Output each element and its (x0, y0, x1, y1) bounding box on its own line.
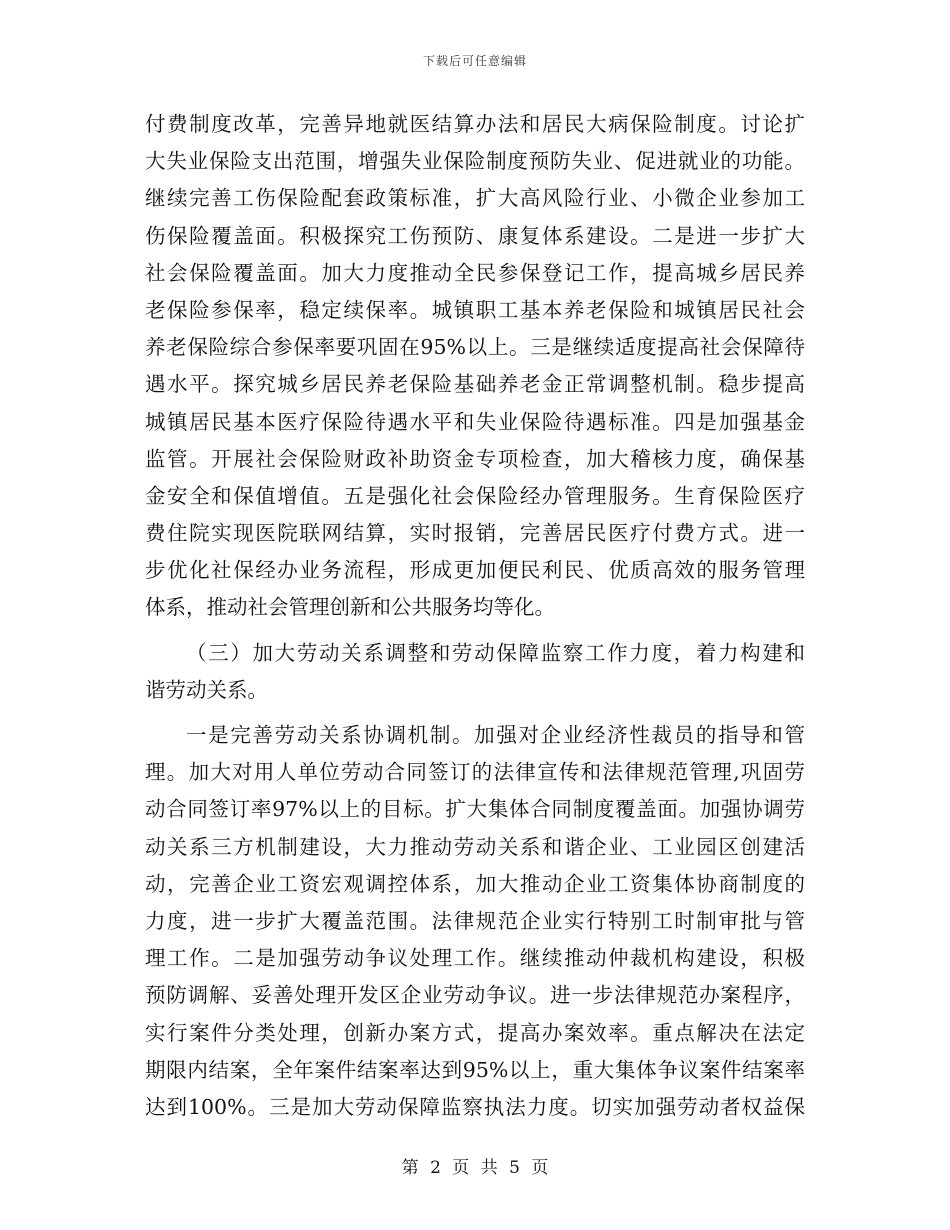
text-line: 理。加大对用人单位劳动合同签订的法律宣传和法律规范管理,巩固劳 (145, 760, 805, 785)
text-line: 伤保险覆盖面。积极探究工伤预防、康复体系建设。二是进一步扩大 (145, 223, 805, 248)
text-line: 老保险参保率，稳定续保率。城镇职工基本养老保险和城镇居民社会 (145, 297, 805, 322)
paragraph (145, 106, 805, 627)
text-line: 付费制度改革，完善异地就医结算办法和居民大病保险制度。讨论扩 (145, 112, 805, 136)
text-line: 理工作。二是加强劳动争议处理工作。继续推动仲裁机构建设，积极 (145, 946, 805, 971)
text-line: 力度，进一步扩大覆盖范围。法律规范企业实行特别工时制审批与管 (145, 908, 805, 933)
text-line: （三）加大劳动关系调整和劳动保障监察工作力度，着力构建和 (186, 640, 805, 665)
page-number: 第 2 页 共 5 页 (401, 1158, 549, 1178)
text-line: 城镇居民基本医疗保险待遇水平和失业保险待遇标准。四是加强基金 (145, 409, 805, 434)
text-line: 继续完善工伤保险配套政策标准，扩大高风险行业、小微企业参加工 (145, 186, 805, 211)
section-heading (145, 635, 805, 709)
text-line: 监管。开展社会保险财政补助资金专项检查，加大稽核力度，确保基 (145, 446, 805, 471)
text-line: 动合同签订率97%以上的目标。扩大集体合同制度覆盖面。加强协调劳 (145, 797, 805, 822)
text-line: 实行案件分类处理，创新办案方式，提高办案效率。重点解决在法定 (145, 1020, 805, 1045)
text-line: 体系，推动社会管理创新和公共服务均等化。 (145, 595, 555, 620)
text-line: 动，完善企业工资宏观调控体系，加大推动企业工资集体协商制度的 (145, 871, 805, 896)
document-body (145, 106, 805, 1126)
text-line: 金安全和保值增值。五是强化社会保险经办管理服务。生育保险医疗 (145, 483, 805, 508)
text-line: 费住院实现医院联网结算，实时报销，完善居民医疗付费方式。进一 (145, 521, 805, 546)
text-line: 动关系三方机制建设，大力推动劳动关系和谐企业、工业园区创建活 (145, 834, 805, 859)
text-line: 谐劳动关系。 (145, 677, 268, 702)
text-line: 一是完善劳动关系协调机制。加强对企业经济性裁员的指导和管 (186, 723, 805, 747)
page-header-note: 下载后可任意编辑 (422, 54, 527, 68)
text-line: 期限内结案，全年案件结案率达到95%以上，重大集体争议案件结案率 (145, 1057, 805, 1082)
text-line: 遇水平。探究城乡居民养老保险基础养老金正常调整机制。稳步提高 (145, 372, 805, 397)
paragraph (145, 717, 805, 1126)
text-line: 达到100%。三是加大劳动保障监察执法力度。切实加强劳动者权益保 (145, 1094, 805, 1119)
text-line: 预防调解、妥善处理开发区企业劳动争议。进一步法律规范办案程序， (145, 983, 805, 1008)
text-line: 大失业保险支出范围，增强失业保险制度预防失业、促进就业的功能。 (145, 149, 805, 174)
text-line: 步优化社保经办业务流程，形成更加便民利民、优质高效的服务管理 (145, 558, 805, 583)
text-line: 社会保险覆盖面。加大力度推动全民参保登记工作，提高城乡居民养 (145, 260, 805, 285)
text-line: 养老保险综合参保率要巩固在95%以上。三是继续适度提高社会保障待 (145, 335, 805, 360)
